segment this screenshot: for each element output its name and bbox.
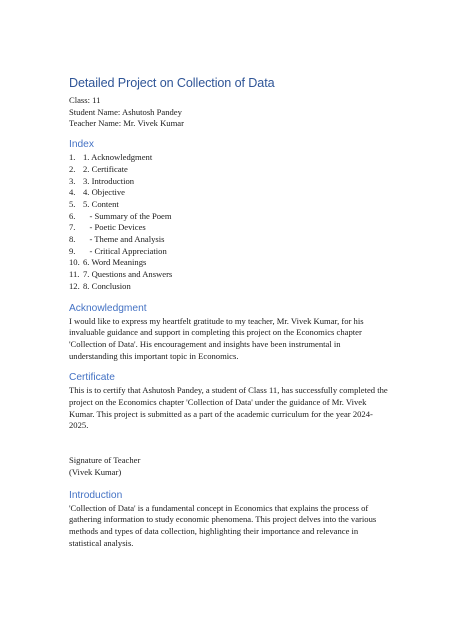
introduction-heading: Introduction — [69, 489, 123, 501]
text-line: statistical analysis. — [69, 537, 134, 548]
index-item-number: 2. — [69, 163, 76, 174]
index-item-text: 2. Certificate — [83, 163, 128, 174]
index-heading: Index — [69, 139, 94, 151]
text-line: project on the Economics chapter 'Collection of Data' under the guidance of Mr. Vivek — [69, 397, 367, 408]
index-item — [69, 211, 411, 223]
index-item-text: - Poetic Devices — [83, 222, 146, 233]
index-list — [69, 152, 411, 292]
text-line: Kumar. This project is submitted as a part of the academic curriculum for the year 2024- — [69, 408, 373, 419]
index-item-text: - Critical Appreciation — [83, 245, 167, 256]
index-item — [69, 199, 411, 211]
index-item — [69, 234, 411, 246]
text-line: 2025. — [69, 420, 89, 431]
signature-name: (Vivek Kumar) — [69, 466, 122, 477]
text-line: methods and types of data collection, highlighting their importance and relevance in — [69, 525, 359, 536]
index-item-text: 5. Content — [83, 198, 119, 209]
index-item — [69, 269, 411, 281]
index-item — [69, 152, 411, 164]
index-item — [69, 164, 411, 176]
index-item-number: 10. — [69, 257, 80, 268]
index-item-text: 7. Questions and Answers — [83, 269, 173, 280]
index-item-number: 6. — [69, 210, 76, 221]
index-item-number: 8. — [69, 234, 76, 245]
index-item-number: 5. — [69, 198, 76, 209]
index-item — [69, 246, 411, 258]
index-item-text: 1. Acknowledgment — [83, 152, 153, 163]
index-item — [69, 281, 411, 293]
introduction-paragraph — [69, 503, 411, 550]
text-line: invaluable guidance and support in completing this project on the Economics chapter — [69, 327, 362, 338]
index-item-text: 8. Conclusion — [83, 280, 131, 291]
teacher-name-line: Teacher Name: Mr. Vivek Kumar — [69, 118, 184, 129]
index-item-text: 3. Introduction — [83, 175, 135, 186]
index-item-number: 4. — [69, 187, 76, 198]
index-item-number: 12. — [69, 280, 80, 291]
index-item-number: 9. — [69, 245, 76, 256]
index-item-text: - Summary of the Poem — [83, 210, 172, 221]
text-line: 'Collection of Data' is a fundamental concept in Economics that explains the process of — [69, 502, 369, 513]
text-line: gathering information to study economic phenomena. This project delves into the various — [69, 514, 377, 525]
signature-label: Signature of Teacher — [69, 455, 141, 466]
index-item-number: 7. — [69, 222, 76, 233]
document-title: Detailed Project on Collection of Data — [69, 76, 275, 90]
acknowledgment-paragraph — [69, 316, 411, 363]
index-item — [69, 222, 411, 234]
class-line: Class: 11 — [69, 95, 101, 105]
index-item-number: 1. — [69, 152, 76, 163]
certificate-paragraph — [69, 385, 411, 432]
student-name-line: Student Name: Ashutosh Pandey — [69, 106, 182, 117]
index-item-text: 4. Objective — [83, 187, 125, 198]
text-line: 'Collection of Data'. His encouragement and insights have been instrumental in — [69, 338, 341, 349]
text-line: This is to certify that Ashutosh Pandey, a student of Class 11, has successfully completed the — [69, 385, 388, 396]
index-item-text: - Theme and Analysis — [83, 234, 165, 245]
text-line: I would like to express my heartfelt gratitude to my teacher, Mr. Vivek Kumar, for his — [69, 315, 364, 326]
signature-block — [69, 455, 411, 478]
index-item-number: 11. — [69, 269, 80, 280]
certificate-heading: Certificate — [69, 372, 115, 384]
acknowledgment-heading: Acknowledgment — [69, 302, 147, 314]
index-item-text: 6. Word Meanings — [83, 257, 147, 268]
index-item — [69, 257, 411, 269]
document-content — [69, 76, 411, 549]
index-item — [69, 176, 411, 188]
text-line: understanding this important topic in Economics. — [69, 350, 239, 361]
index-item-number: 3. — [69, 175, 76, 186]
index-item — [69, 187, 411, 199]
